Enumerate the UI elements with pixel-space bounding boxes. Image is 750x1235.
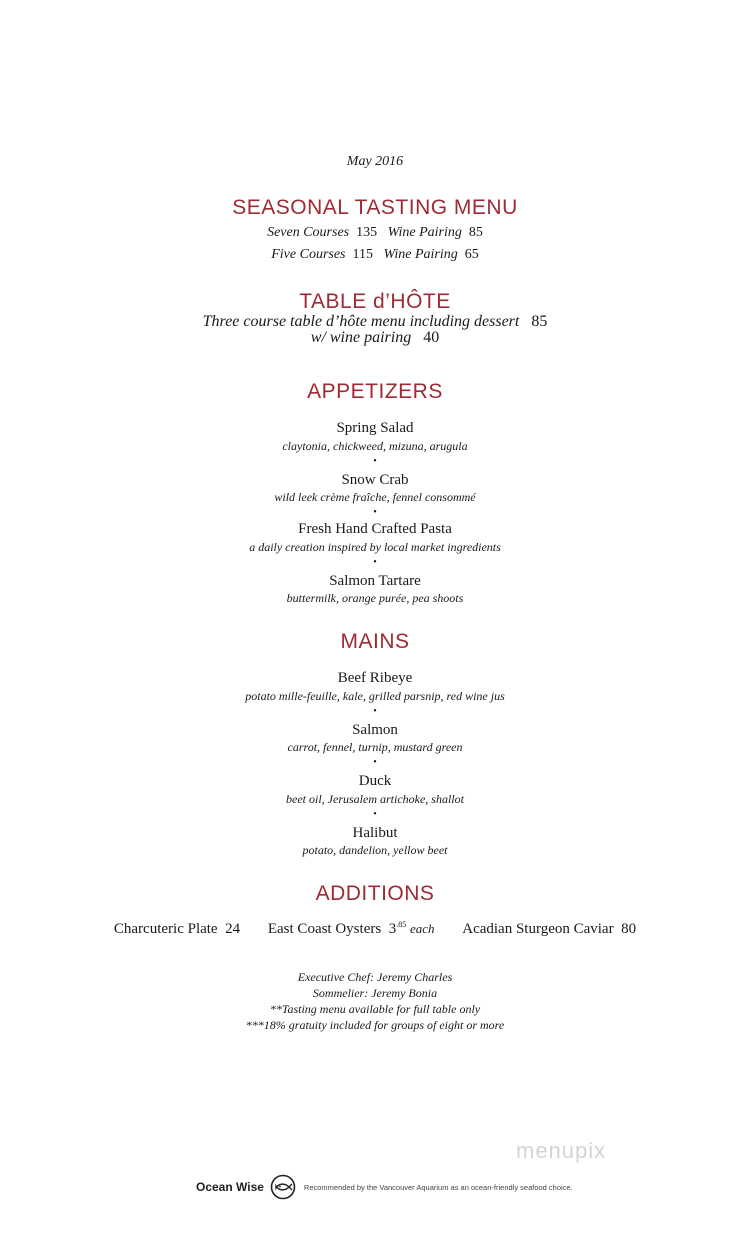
- additions-title: ADDITIONS: [315, 882, 435, 905]
- addition-oysters: [268, 921, 438, 937]
- appetizers-title: APPETIZERS: [307, 380, 443, 403]
- dish-desc: wild leek crème fraîche, fennel consommé: [274, 490, 476, 504]
- addition-price: 80: [621, 921, 637, 937]
- tasting-line-seven: [0, 225, 750, 241]
- tasting-line-five: [0, 247, 750, 263]
- ocean-wise-text: Recommended by the Vancouver Aquarium as an ocean-friendly seafood choice.: [303, 1182, 573, 1192]
- tasting-title: SEASONAL TASTING MENU: [232, 196, 518, 219]
- tasting-label: Five Courses: [271, 247, 346, 262]
- addition-name: East Coast Oysters: [267, 921, 382, 937]
- notes: [0, 969, 750, 1033]
- wine-pairing-label: Wine Pairing: [387, 225, 462, 240]
- tasting-price: 135: [356, 225, 378, 240]
- tasting-price: 115: [352, 247, 373, 262]
- dish-name: Duck: [358, 773, 392, 789]
- addition-charcuterie: [114, 921, 244, 937]
- dish-name: Fresh Hand Crafted Pasta: [298, 521, 452, 537]
- dish-desc: beet oil, Jerusalem artichoke, shallot: [286, 792, 464, 806]
- fish-circle-icon: [270, 1174, 296, 1200]
- dish-name: Beef Ribeye: [337, 670, 413, 686]
- dish-desc: buttermilk, orange purée, pea shoots: [286, 591, 464, 605]
- dish-desc: potato, dandelion, yellow beet: [302, 843, 448, 857]
- separator-bullet: •: [373, 507, 377, 518]
- wine-pairing-price: 85: [468, 225, 483, 240]
- table-dhote-line-2: [0, 329, 750, 347]
- dish-desc: potato mille-feuille, kale, grilled parsnip, red wine jus: [245, 689, 505, 703]
- addition-price-cents: .85: [396, 920, 407, 929]
- wine-pairing-text: w/ wine pairing: [310, 329, 412, 346]
- separator-bullet: •: [373, 557, 377, 568]
- separator-bullet: •: [373, 809, 377, 820]
- note-tasting: **Tasting menu available for full table only: [269, 1002, 481, 1016]
- ocean-wise-footer: [196, 1172, 573, 1202]
- table-dhote-text: Three course table d’hôte menu including dessert: [202, 313, 520, 330]
- dish-name: Snow Crab: [341, 472, 409, 488]
- note-sommelier: Sommelier: Jeremy Bonia: [312, 986, 438, 1000]
- addition-caviar: [462, 921, 636, 937]
- addition-price: 3: [388, 921, 397, 937]
- dish-desc: a daily creation inspired by local market ingredients: [249, 540, 501, 554]
- dish-name: Spring Salad: [336, 420, 414, 436]
- note-chef: Executive Chef: Jeremy Charles: [297, 970, 453, 984]
- dish-name: Salmon Tartare: [329, 573, 421, 589]
- table-dhote-title: TABLE d’HÔTE: [299, 290, 451, 313]
- note-gratuity: ***18% gratuity included for groups of eight or more: [245, 1018, 505, 1032]
- addition-name: Acadian Sturgeon Caviar: [462, 921, 614, 937]
- addition-name: Charcuteric Plate: [113, 921, 218, 937]
- dish-name: Halibut: [352, 825, 398, 841]
- ocean-wise-brand: Ocean Wise: [196, 1180, 264, 1194]
- addition-unit: each: [409, 921, 435, 936]
- dish-desc: claytonia, chickweed, mizuna, arugula: [282, 439, 468, 453]
- table-dhote-price: 85: [531, 313, 548, 330]
- additions-row: [0, 920, 750, 938]
- wine-pairing-label: Wine Pairing: [383, 247, 458, 262]
- addition-price: 24: [225, 921, 241, 937]
- tasting-label: Seven Courses: [267, 225, 350, 240]
- wine-pairing-price: 65: [464, 247, 479, 262]
- separator-bullet: •: [373, 706, 377, 717]
- separator-bullet: •: [373, 456, 377, 467]
- wine-pairing-price: 40: [423, 329, 440, 346]
- dish-desc: carrot, fennel, turnip, mustard green: [287, 740, 463, 754]
- dish-name: Salmon: [352, 722, 398, 738]
- menu-date: May 2016: [346, 154, 404, 169]
- separator-bullet: •: [373, 757, 377, 768]
- watermark: menupix: [516, 1138, 607, 1163]
- mains-title: MAINS: [340, 630, 410, 653]
